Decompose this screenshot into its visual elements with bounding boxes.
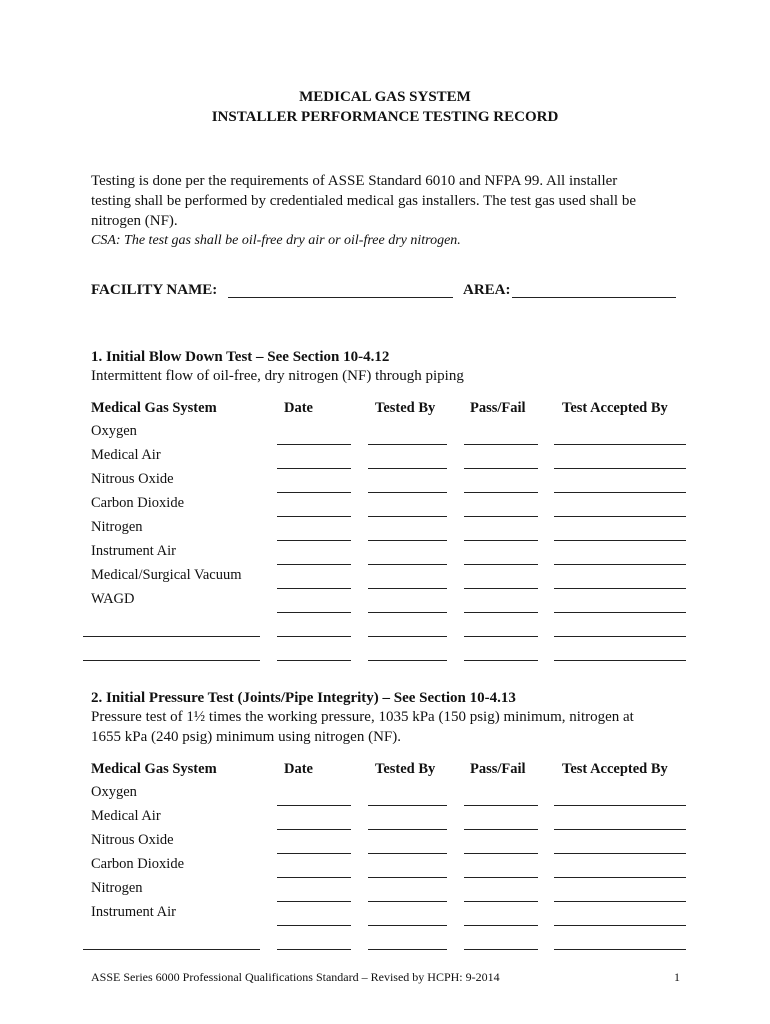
accepted-by-field[interactable] (554, 805, 686, 806)
section2-subtitle-line2: 1655 kPa (240 psig) minimum using nitrogen (NF). (91, 729, 401, 745)
date-field[interactable] (277, 468, 351, 469)
tested-by-field[interactable] (368, 660, 447, 661)
date-field[interactable] (277, 805, 351, 806)
pass-fail-field[interactable] (464, 468, 538, 469)
row-label: Carbon Dioxide (91, 495, 185, 511)
pass-fail-field[interactable] (464, 612, 538, 613)
accepted-by-field[interactable] (554, 901, 686, 902)
col-header-accepted-by: Test Accepted By (562, 761, 668, 777)
tested-by-field[interactable] (368, 492, 447, 493)
date-field[interactable] (277, 660, 351, 661)
pass-fail-field[interactable] (464, 564, 538, 565)
accepted-by-field[interactable] (554, 853, 686, 854)
section1-subtitle: Intermittent flow of oil-free, dry nitrogen (NF) through piping (91, 368, 464, 384)
pass-fail-field[interactable] (464, 805, 538, 806)
col-header-pass-fail: Pass/Fail (470, 400, 526, 416)
area-field[interactable] (512, 297, 676, 298)
row-label: Nitrogen (91, 880, 143, 896)
date-field[interactable] (277, 949, 351, 950)
date-field[interactable] (277, 540, 351, 541)
pass-fail-field[interactable] (464, 660, 538, 661)
pass-fail-field[interactable] (464, 588, 538, 589)
row-label: Nitrogen (91, 519, 143, 535)
pass-fail-field[interactable] (464, 516, 538, 517)
pass-fail-field[interactable] (464, 877, 538, 878)
pass-fail-field[interactable] (464, 901, 538, 902)
tested-by-field[interactable] (368, 564, 447, 565)
col-header-accepted-by: Test Accepted By (562, 400, 668, 416)
section2-heading: 2. Initial Pressure Test (Joints/Pipe Integrity) – See Section 10-4.13 (91, 690, 516, 706)
tested-by-field[interactable] (368, 516, 447, 517)
date-field[interactable] (277, 588, 351, 589)
row-label: Nitrous Oxide (91, 471, 174, 487)
tested-by-field[interactable] (368, 949, 447, 950)
date-field[interactable] (277, 877, 351, 878)
tested-by-field[interactable] (368, 853, 447, 854)
row-label: Oxygen (91, 423, 137, 439)
system-name-field[interactable] (83, 949, 260, 950)
col-header-tested-by: Tested By (375, 400, 436, 416)
col-header-date: Date (284, 761, 313, 777)
date-field[interactable] (277, 444, 351, 445)
tested-by-field[interactable] (368, 636, 447, 637)
date-field[interactable] (277, 492, 351, 493)
pass-fail-field[interactable] (464, 540, 538, 541)
tested-by-field[interactable] (368, 805, 447, 806)
tested-by-field[interactable] (368, 829, 447, 830)
col-header-system: Medical Gas System (91, 761, 217, 777)
accepted-by-field[interactable] (554, 516, 686, 517)
date-field[interactable] (277, 901, 351, 902)
tested-by-field[interactable] (368, 588, 447, 589)
accepted-by-field[interactable] (554, 949, 686, 950)
row-label: Carbon Dioxide (91, 856, 185, 872)
pass-fail-field[interactable] (464, 636, 538, 637)
col-header-date: Date (284, 400, 313, 416)
accepted-by-field[interactable] (554, 492, 686, 493)
row-label: Instrument Air (91, 904, 176, 920)
intro-line2: testing shall be performed by credentialed medical gas installers. The test gas used shall be (91, 193, 636, 209)
accepted-by-field[interactable] (554, 877, 686, 878)
row-label: Oxygen (91, 784, 137, 800)
row-label: Medical Air (91, 447, 161, 463)
area-label: AREA: (463, 282, 511, 298)
date-field[interactable] (277, 636, 351, 637)
system-name-field[interactable] (83, 660, 260, 661)
accepted-by-field[interactable] (554, 829, 686, 830)
accepted-by-field[interactable] (554, 468, 686, 469)
date-field[interactable] (277, 612, 351, 613)
tested-by-field[interactable] (368, 612, 447, 613)
pass-fail-field[interactable] (464, 829, 538, 830)
pass-fail-field[interactable] (464, 925, 538, 926)
date-field[interactable] (277, 853, 351, 854)
row-label: Nitrous Oxide (91, 832, 174, 848)
intro-line1: Testing is done per the requirements of ASSE Standard 6010 and NFPA 99. All installer (91, 173, 618, 189)
accepted-by-field[interactable] (554, 444, 686, 445)
pass-fail-field[interactable] (464, 853, 538, 854)
row-label: Medical/Surgical Vacuum (91, 567, 242, 583)
row-label: WAGD (91, 591, 135, 607)
system-name-field[interactable] (83, 636, 260, 637)
section1-heading: 1. Initial Blow Down Test – See Section 10-4.12 (91, 349, 390, 365)
facility-name-label: FACILITY NAME: (91, 282, 218, 298)
accepted-by-field[interactable] (554, 540, 686, 541)
date-field[interactable] (277, 829, 351, 830)
accepted-by-field[interactable] (554, 660, 686, 661)
col-header-tested-by: Tested By (375, 761, 436, 777)
pass-fail-field[interactable] (464, 949, 538, 950)
accepted-by-field[interactable] (554, 925, 686, 926)
footer-text: ASSE Series 6000 Professional Qualifications Standard – Revised by HCPH: 9-2014 (91, 970, 500, 984)
tested-by-field[interactable] (368, 901, 447, 902)
tested-by-field[interactable] (368, 540, 447, 541)
tested-by-field[interactable] (368, 468, 447, 469)
date-field[interactable] (277, 925, 351, 926)
col-header-system: Medical Gas System (91, 400, 217, 416)
tested-by-field[interactable] (368, 925, 447, 926)
pass-fail-field[interactable] (464, 444, 538, 445)
tested-by-field[interactable] (368, 444, 447, 445)
accepted-by-field[interactable] (554, 636, 686, 637)
accepted-by-field[interactable] (554, 588, 686, 589)
date-field[interactable] (277, 516, 351, 517)
accepted-by-field[interactable] (554, 564, 686, 565)
section2-subtitle-line1: Pressure test of 1½ times the working pressure, 1035 kPa (150 psig) minimum, nitrogen at (91, 709, 634, 725)
pass-fail-field[interactable] (464, 492, 538, 493)
tested-by-field[interactable] (368, 877, 447, 878)
document-title-line1: MEDICAL GAS SYSTEM (299, 89, 471, 105)
facility-name-field[interactable] (228, 297, 453, 298)
document-title-line2: INSTALLER PERFORMANCE TESTING RECORD (211, 109, 559, 125)
page-number: 1 (674, 970, 680, 984)
csa-note: CSA: The test gas shall be oil-free dry air or oil-free dry nitrogen. (91, 233, 461, 248)
accepted-by-field[interactable] (554, 612, 686, 613)
date-field[interactable] (277, 564, 351, 565)
row-label: Medical Air (91, 808, 161, 824)
col-header-pass-fail: Pass/Fail (470, 761, 526, 777)
intro-line3: nitrogen (NF). (91, 213, 178, 229)
row-label: Instrument Air (91, 543, 176, 559)
